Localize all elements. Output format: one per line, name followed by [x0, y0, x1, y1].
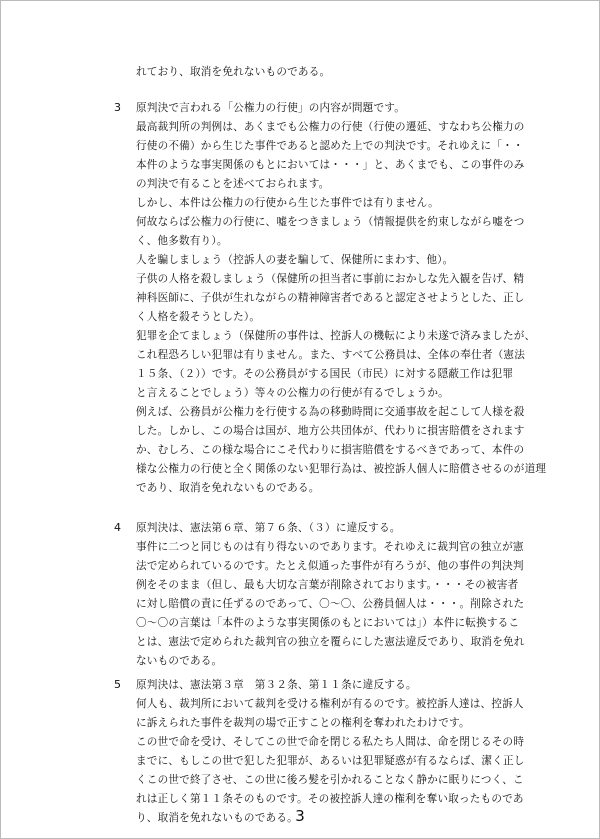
section-3-line: 本件のような事実関係のもとにおいては・・・」と、あくまでも、この事件のみ — [136, 159, 525, 171]
section-5-line: この世で命を受け、そしてこの世で命を閉じる私たち人間は、命を閉じるその時 — [136, 736, 525, 748]
section-3-line: く人格を殺そうとした）。 — [136, 311, 261, 323]
section-3-line: であり、取消を免れないものである。 — [136, 482, 320, 494]
page-number: 3 — [295, 807, 305, 825]
section-5-line: に訴えられた事件を裁判の場で正すことの権利を奪われたわけです。 — [136, 717, 470, 729]
section-3-line: 犯罪を企てましょう（保健所の事件は、控訴人の機転により未遂で済みましたが、 — [136, 330, 536, 342]
section-3-line: 例えば、公務員が公権力を行使する為の移動時間に交通事故を起こして人様を殺 — [136, 406, 525, 418]
section-4-line: に対し賠償の責に任ずるのであって、〇〜〇、公務員個人は・・・。削除された — [136, 598, 525, 610]
section-5-line: くこの世で終了させ、この世に後ろ髪を引かれることなく静かに眠りにつく、こ — [136, 774, 524, 786]
section-3-line: 最高裁判所の判例は、あくまでも公権力の行使（行使の遷延、すなわち公権力の — [136, 121, 525, 133]
section-3-line: 行使の不備）から生じた事件であると認めた上での判決です。それゆえに「・・ — [136, 140, 524, 152]
section-3-line: 人を騙しましょう（控訴人の妻を騙して、保健所にまわす、他）。 — [136, 254, 454, 266]
section-4-line: ないものである。 — [136, 655, 223, 667]
section-3-line: と言えることでしょう）等々の公権力の行使が有るでしょうか。 — [136, 387, 449, 399]
section-4-number: 4 — [114, 521, 121, 534]
section-4-line: 〇〜〇の言葉は「本件のような事実関係のもとにおいては」）本件に転換するこ — [136, 617, 520, 629]
section-3-line: した。しかし、この場合は国が、地方公共団体が、代わりに損害賠償をされます — [136, 425, 525, 437]
section-3-heading: 原判決で言われる「公権力の行使」の内容が問題です。 — [136, 102, 405, 114]
section-5-line: 何人も、裁判所において裁判を受ける権利が有るのです。被控訴人達は、控訴人 — [136, 698, 524, 710]
section-3-line: 様な公権力の行使と全く関係のない犯罪行為は、被控訴人個人に賠償させるのが道理 — [136, 463, 547, 475]
continuation-line: れており、取消を免れないものである。 — [136, 66, 331, 78]
section-3-line: の判決で有ることを述べておられます。 — [136, 178, 330, 190]
section-5-heading: 原判決は、憲法第３章 第３２条、第１１条に違反する。 — [136, 679, 417, 691]
section-3-number: 3 — [114, 101, 121, 114]
section-3-line: か、むしろ、この様な場合にこそ代わりに損害賠償をするべきであって、本件の — [136, 444, 525, 456]
section-3-line: これ程恐ろしい犯罪は有りません。また、すべて公務員は、全体の奉仕者（憲法 — [136, 349, 525, 361]
section-3-line: く、他多数有り）。 — [136, 235, 228, 247]
section-3-line: １５条、（２））です。その公務員がする国民（市民）に対する隠蔽工作は犯罪 — [136, 368, 514, 380]
section-3-line: しかし、本件は公権力の行使から生じた事件では有りません。 — [136, 197, 439, 209]
section-5-line: までに、もしこの世で犯した犯罪が、あるいは犯罪疑惑が有るならば、潔く正し — [136, 755, 525, 767]
section-5-line: り、取消を免れないものである。 — [136, 812, 298, 824]
section-4-line: とは、憲法で定められた裁判官の独立を覆らにした憲法違反であり、取消を免れ — [136, 636, 525, 648]
section-4-line: 例をそのまま（但し、最も大切な言葉が削除されております。・・・その被害者 — [136, 579, 519, 591]
section-3-line: 神科医師に、子供が生れながらの精神障害者であると認定させようとした、正し — [136, 292, 525, 304]
section-4-heading: 原判決は、憲法第６章、第７６条、（３）に違反する。 — [136, 522, 401, 534]
section-4-line: 法で定められているのです。たとえ似通った事件が有ろうが、他の事件の判決判 — [136, 560, 524, 572]
section-4-line: 事件に二つと同じものは有り得ないのであります。それゆえに裁判官の独立が憲 — [136, 541, 524, 553]
section-5-line: れは正しく第１１条そのものです。その被控訴人達の権利を奪い取ったものであ — [136, 793, 524, 805]
section-3-line: 子供の人格を殺しましょう（保健所の担当者に事前におかしな先入観を告げ、精 — [136, 273, 525, 285]
section-5-number: 5 — [114, 678, 121, 691]
section-3-line: 何故ならば公権力の行使に、嘘をつきましょう（情報提供を約束しながら嘘をつ — [136, 216, 525, 228]
